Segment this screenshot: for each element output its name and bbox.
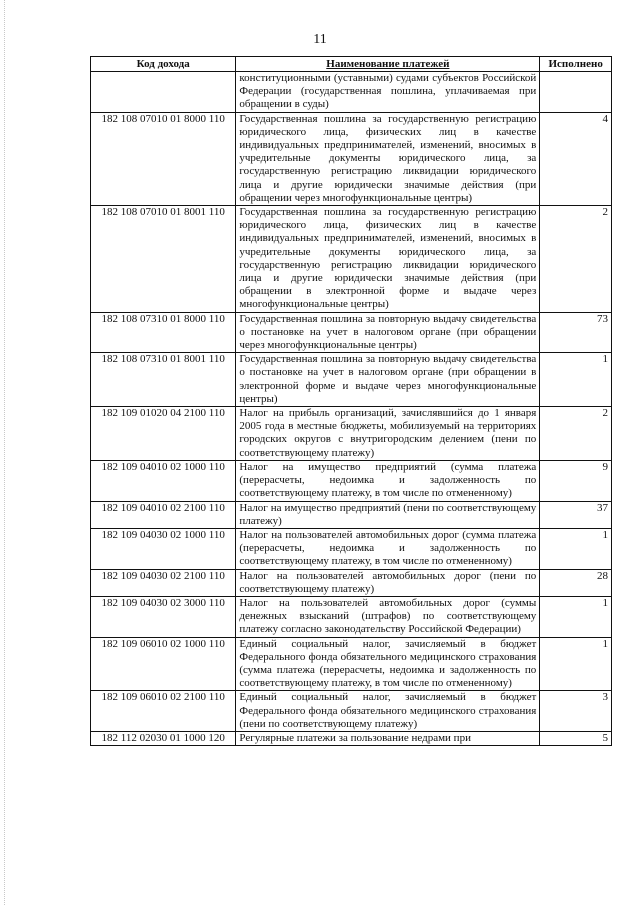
table-body [91,72,612,746]
income-code-cell: 182 109 04030 02 2100 110 [91,569,236,596]
table-row [91,637,612,691]
payment-name-cell: Налог на пользователей автомобильных дорог (сумма платежа (перерасчеты, недоимка и задолженность по соответствующему платежу, в том числе по отмененному) [236,528,540,569]
payment-name-cell: Государственная пошлина за повторную выдачу свидетельства о постановке на учет в налоговом органе (при обращении через многофункциональные центры) [236,312,540,353]
executed-amount-cell: 1 [540,528,612,569]
table-row [91,528,612,569]
table-row [91,596,612,637]
table-header-row [91,57,612,72]
payment-name-cell: Налог на пользователей автомобильных дорог (суммы денежных взысканий (штрафов) по соответствующему платежу согласно законодательству Российской Федерации) [236,596,540,637]
executed-amount-cell: 37 [540,501,612,528]
income-code-cell: 182 109 04030 02 1000 110 [91,528,236,569]
executed-amount-cell: 28 [540,569,612,596]
table-row [91,206,612,313]
income-code-cell: 182 108 07010 01 8000 110 [91,112,236,205]
executed-amount-cell: 1 [540,637,612,691]
income-code-cell: 182 108 07310 01 8000 110 [91,312,236,353]
header-payment-name: Наименование платежей [236,57,540,72]
payment-name-cell: Единый социальный налог, зачисляемый в бюджет Федерального фонда обязательного медицинского страхования (сумма платежа (перерасчеты, недоимка и задолженность по соответствующему платежу, в том числе по отмененному) [236,637,540,691]
page-number: 11 [313,32,327,47]
payment-name-cell: Налог на прибыль организаций, зачислявшийся до 1 января 2005 года в местные бюджеты, мобилизуемый на территориях городских округов с внутригородским делением (пени по соответствующему платежу) [236,407,540,461]
executed-amount-cell: 4 [540,112,612,205]
income-table [90,56,612,746]
page-edge-dots [4,0,6,905]
table-row [91,460,612,501]
executed-amount-cell: 3 [540,691,612,732]
executed-amount-cell: 2 [540,206,612,313]
executed-amount-cell: 5 [540,731,612,745]
executed-amount-cell: 73 [540,312,612,353]
executed-amount-cell: 1 [540,353,612,407]
income-code-cell [91,72,236,113]
header-income-code: Код дохода [91,57,236,72]
income-code-cell: 182 109 06010 02 2100 110 [91,691,236,732]
table-row [91,312,612,353]
table-row [91,691,612,732]
table-row [91,353,612,407]
table-row [91,112,612,205]
executed-amount-cell: 2 [540,407,612,461]
table-row [91,731,612,745]
payment-name-cell: Государственная пошлина за повторную выдачу свидетельства о постановке на учет в налоговом органе (при обращении в электронной форме и выдаче через многофункциональные центры) [236,353,540,407]
table-row [91,407,612,461]
table-row [91,72,612,113]
income-code-cell: 182 108 07310 01 8001 110 [91,353,236,407]
header-executed: Исполнено [540,57,612,72]
payment-name-cell: Налог на имущество предприятий (пени по соответствующему платежу) [236,501,540,528]
income-code-cell: 182 112 02030 01 1000 120 [91,731,236,745]
income-code-cell: 182 109 04030 02 3000 110 [91,596,236,637]
executed-amount-cell: 9 [540,460,612,501]
payment-name-cell: конституционными (уставными) судами субъектов Российской Федерации (государственная пошлина, уплачиваемая при обращении в суды) [236,72,540,113]
payment-name-cell: Регулярные платежи за пользование недрами при [236,731,540,745]
payment-name-cell: Налог на пользователей автомобильных дорог (пени по соответствующему платежу) [236,569,540,596]
income-code-cell: 182 109 01020 04 2100 110 [91,407,236,461]
executed-amount-cell [540,72,612,113]
table-row [91,569,612,596]
payment-name-cell: Налог на имущество предприятий (сумма платежа (перерасчеты, недоимка и задолженность по соответствующему платежу, в том числе по отмененному) [236,460,540,501]
income-code-cell: 182 109 06010 02 1000 110 [91,637,236,691]
payment-name-cell: Государственная пошлина за государственную регистрацию юридического лица, физических лиц в качестве индивидуальных предпринимателей, изменений, вносимых в учредительные документы юридического лица, за государственную регистрацию ликвидации юридического лица и другие юридически значимые действия (при обращении в электронной форме и выдаче через многофункциональные центры) [236,206,540,313]
table-row [91,501,612,528]
payment-name-cell: Государственная пошлина за государственную регистрацию юридического лица, физических лиц в качестве индивидуальных предпринимателей, изменений, вносимых в учредительные документы юридического лица, за государственную регистрацию ликвидации юридического лица и другие юридически значимые действия (при обращении через многофункциональные центры) [236,112,540,205]
payment-name-cell: Единый социальный налог, зачисляемый в бюджет Федерального фонда обязательного медицинского страхования (пени по соответствующему платежу) [236,691,540,732]
income-code-cell: 182 109 04010 02 1000 110 [91,460,236,501]
executed-amount-cell: 1 [540,596,612,637]
income-code-cell: 182 108 07010 01 8001 110 [91,206,236,313]
income-code-cell: 182 109 04010 02 2100 110 [91,501,236,528]
